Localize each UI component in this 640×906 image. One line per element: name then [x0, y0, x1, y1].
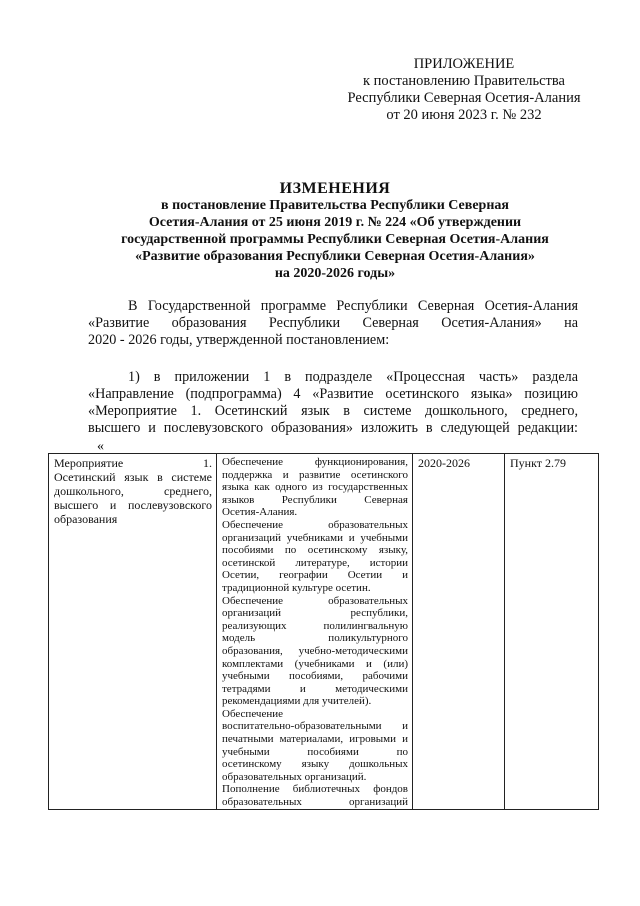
- cell-line: Осетинский язык в системе: [54, 470, 212, 484]
- cell-line: осетинскому языку дошкольных: [222, 758, 408, 771]
- appendix-date-number: от 20 июня 2023 г. № 232: [386, 107, 542, 123]
- reference-cell: [505, 454, 599, 810]
- cell-line: Осетии, географии Осетии и: [222, 569, 408, 582]
- appendix-header: [330, 56, 598, 124]
- cell-line: дошкольного, среднего,: [54, 484, 212, 498]
- text-line: «Мероприятие 1. Осетинский язык в системе дошкольного, среднего,: [88, 403, 578, 419]
- reference-value: Пункт 2.79: [510, 456, 567, 470]
- text-line: 2020 - 2026 годы, утвержденной постановлением:: [88, 332, 390, 348]
- title-line: в постановление Правительства Республики Северная: [161, 198, 509, 213]
- measure-cell: [49, 454, 217, 810]
- cell-line: традиционной культуре осетин.: [222, 581, 371, 594]
- cell-line: учебными пособиями, рабочими: [222, 670, 408, 683]
- appendix-line: к постановлению Правительства: [363, 73, 565, 89]
- document-title: [60, 180, 610, 282]
- cell-line: Мероприятие 1.: [54, 456, 212, 470]
- cell-line: реализующих полилингвальную: [222, 619, 408, 632]
- period-cell: [413, 454, 505, 810]
- cell-line: Обеспечение образовательных: [222, 518, 408, 531]
- cell-line: образовательных организаций.: [222, 770, 367, 783]
- text-line: «Направление (подпрограмма) 4 «Развитие осетинского языка» позицию: [88, 386, 578, 402]
- cell-line: учебными пособиями по: [222, 745, 408, 758]
- opening-quote: «: [97, 439, 104, 454]
- cell-line: печатными материалами, игровыми и: [222, 733, 408, 746]
- cell-line: воспитательно-образовательными и: [222, 720, 408, 733]
- cell-line: образования, учебно-методическими: [222, 644, 408, 657]
- title-line: Осетия-Алания от 25 июня 2019 г. № 224 «Об утверждении: [148, 215, 522, 230]
- cell-line: образования: [54, 512, 118, 526]
- cell-line: Обеспечение образовательных: [222, 594, 408, 607]
- appendix-line: Республики Северная Осетия-Алания: [347, 90, 581, 106]
- period-value: 2020-2026: [418, 456, 470, 470]
- cell-line: образовательных организаций: [222, 796, 408, 809]
- text-line: 1) в приложении 1 в подразделе «Процессная часть» раздела: [128, 369, 578, 385]
- description-cell: [217, 454, 413, 810]
- cell-line: Пополнение библиотечных фондов: [222, 783, 408, 796]
- cell-line: высшего и послевузовского: [54, 498, 212, 512]
- cell-line: пособиями по осетинскому языку,: [222, 544, 408, 557]
- title-line: государственной программы Республики Северная Осетия-Алания: [121, 232, 549, 247]
- text-line: В Государственной программе Республики Северная Осетия-Алания: [128, 298, 578, 314]
- cell-line: Обеспечение: [222, 707, 283, 720]
- cell-line: модель поликультурного: [222, 632, 408, 645]
- intro-paragraph: [88, 298, 578, 349]
- cell-line: поддержка и развитие осетинского: [222, 468, 408, 481]
- cell-line: тетрадями и методическими: [222, 682, 408, 695]
- cell-line: организаций учебниками и учебными: [222, 531, 408, 544]
- appendix-label: ПРИЛОЖЕНИЕ: [413, 56, 515, 72]
- cell-line: организаций республики,: [222, 607, 408, 620]
- cell-line: рекомендациями для учителей).: [222, 695, 372, 708]
- text-line: «Развитие образования Республики Северная Осетия-Алания» на: [88, 315, 578, 331]
- table-row: [49, 454, 599, 810]
- cell-line: осетинской литературе, истории: [222, 556, 408, 569]
- program-table: [48, 453, 599, 810]
- cell-line: языка как одного из государственных: [222, 481, 408, 494]
- amendment-item-1: [88, 369, 578, 437]
- title-line: «Развитие образования Республики Северная Осетия-Алания»: [135, 249, 535, 264]
- cell-line: комплектами (учебниками и (или): [222, 657, 408, 670]
- cell-line: Осетия-Алания.: [222, 506, 298, 519]
- text-line: высшего и послевузовского образования» изложить в следующей редакции:: [88, 420, 578, 436]
- cell-line: Обеспечение функционирования,: [222, 456, 408, 468]
- cell-line: языков Республики Северная: [222, 493, 408, 506]
- title-heading: ИЗМЕНЕНИЯ: [279, 180, 391, 197]
- title-line: на 2020-2026 годы»: [274, 266, 396, 281]
